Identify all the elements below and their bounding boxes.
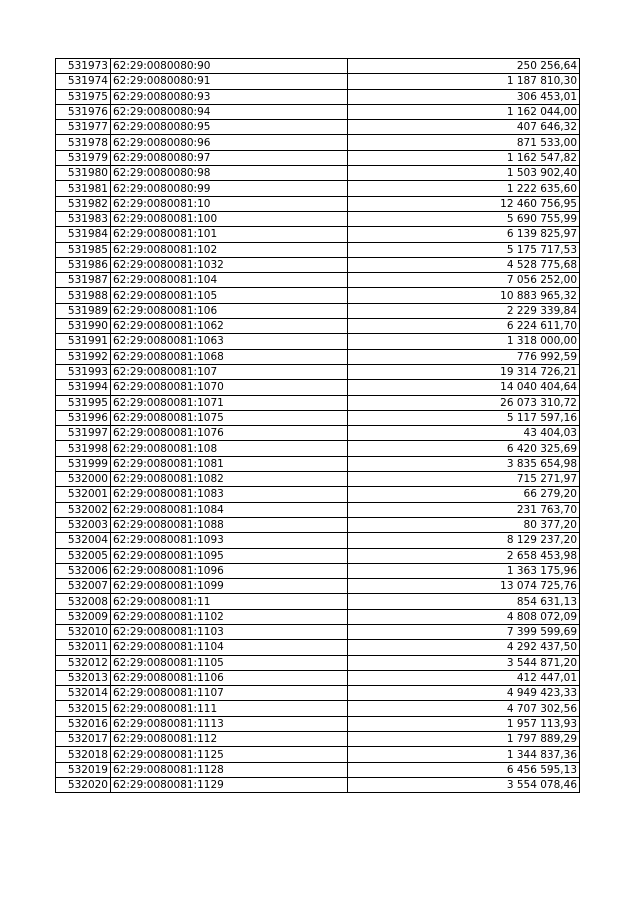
table-row: [56, 349, 580, 364]
table-row: [56, 211, 580, 226]
row-number-cell: 531990: [56, 319, 111, 334]
row-number-cell: 532001: [56, 487, 111, 502]
row-number-cell: 531977: [56, 120, 111, 135]
cadastral-value-cell: 776 992,59: [348, 349, 580, 364]
row-number-cell: 531996: [56, 410, 111, 425]
cadastral-number-cell: 62:29:0080080:93: [111, 89, 348, 104]
row-number-cell: 531997: [56, 426, 111, 441]
row-number-cell: 531995: [56, 395, 111, 410]
cadastral-number-cell: 62:29:0080081:105: [111, 288, 348, 303]
cadastral-value-cell: 43 404,03: [348, 426, 580, 441]
row-number-cell: 532017: [56, 732, 111, 747]
cadastral-value-cell: 412 447,01: [348, 670, 580, 685]
table-row: [56, 104, 580, 119]
cadastral-value-cell: 2 658 453,98: [348, 548, 580, 563]
cadastral-value-cell: 4 808 072,09: [348, 609, 580, 624]
row-number-cell: 531989: [56, 303, 111, 318]
cadastral-value-cell: 1 162 547,82: [348, 150, 580, 165]
cadastral-number-cell: 62:29:0080081:106: [111, 303, 348, 318]
cadastral-number-cell: 62:29:0080081:111: [111, 701, 348, 716]
row-number-cell: 531982: [56, 196, 111, 211]
cadastral-number-cell: 62:29:0080081:1107: [111, 686, 348, 701]
table-row: [56, 716, 580, 731]
row-number-cell: 531976: [56, 104, 111, 119]
row-number-cell: 531983: [56, 211, 111, 226]
row-number-cell: 532014: [56, 686, 111, 701]
table-row: [56, 732, 580, 747]
cadastral-number-cell: 62:29:0080080:95: [111, 120, 348, 135]
cadastral-value-cell: 13 074 725,76: [348, 579, 580, 594]
cadastral-number-cell: 62:29:0080081:102: [111, 242, 348, 257]
cadastral-value-cell: 10 883 965,32: [348, 288, 580, 303]
cadastral-value-cell: 1 318 000,00: [348, 334, 580, 349]
table-row: [56, 288, 580, 303]
cadastral-number-cell: 62:29:0080081:1095: [111, 548, 348, 563]
cadastral-number-cell: 62:29:0080081:10: [111, 196, 348, 211]
table-row: [56, 334, 580, 349]
cadastral-value-cell: 1 187 810,30: [348, 74, 580, 89]
cadastral-value-cell: 1 363 175,96: [348, 563, 580, 578]
cadastral-value-cell: 1 957 113,93: [348, 716, 580, 731]
row-number-cell: 532013: [56, 670, 111, 685]
cadastral-value-cell: 19 314 726,21: [348, 364, 580, 379]
cadastral-number-cell: 62:29:0080081:1076: [111, 426, 348, 441]
row-number-cell: 531992: [56, 349, 111, 364]
cadastral-value-cell: 306 453,01: [348, 89, 580, 104]
cadastral-value-cell: 7 399 599,69: [348, 624, 580, 639]
cadastral-value-cell: 1 503 902,40: [348, 166, 580, 181]
cadastral-number-cell: 62:29:0080081:11: [111, 594, 348, 609]
cadastral-number-cell: 62:29:0080080:98: [111, 166, 348, 181]
cadastral-value-cell: 407 646,32: [348, 120, 580, 135]
cadastral-value-cell: 231 763,70: [348, 502, 580, 517]
cadastral-number-cell: 62:29:0080081:1106: [111, 670, 348, 685]
row-number-cell: 532016: [56, 716, 111, 731]
cadastral-value-cell: 2 229 339,84: [348, 303, 580, 318]
table-row: [56, 150, 580, 165]
cadastral-number-cell: 62:29:0080081:1062: [111, 319, 348, 334]
cadastral-value-cell: 854 631,13: [348, 594, 580, 609]
table-row: [56, 701, 580, 716]
table-row: [56, 181, 580, 196]
row-number-cell: 531973: [56, 59, 111, 74]
table-row: [56, 89, 580, 104]
cadastral-number-cell: 62:29:0080081:1083: [111, 487, 348, 502]
cadastral-value-cell: 4 292 437,50: [348, 640, 580, 655]
row-number-cell: 532004: [56, 533, 111, 548]
row-number-cell: 531980: [56, 166, 111, 181]
row-number-cell: 532012: [56, 655, 111, 670]
table-row: [56, 624, 580, 639]
cadastral-number-cell: 62:29:0080081:1084: [111, 502, 348, 517]
table-row: [56, 640, 580, 655]
table-row: [56, 441, 580, 456]
table-row: [56, 59, 580, 74]
table-row: [56, 655, 580, 670]
cadastral-number-cell: 62:29:0080081:1068: [111, 349, 348, 364]
cadastral-number-cell: 62:29:0080081:1063: [111, 334, 348, 349]
cadastral-number-cell: 62:29:0080081:1096: [111, 563, 348, 578]
cadastral-value-table: [55, 58, 580, 793]
cadastral-value-cell: 4 707 302,56: [348, 701, 580, 716]
cadastral-value-cell: 715 271,97: [348, 472, 580, 487]
cadastral-value-cell: 250 256,64: [348, 59, 580, 74]
cadastral-number-cell: 62:29:0080081:112: [111, 732, 348, 747]
cadastral-number-cell: 62:29:0080081:1104: [111, 640, 348, 655]
row-number-cell: 532000: [56, 472, 111, 487]
cadastral-value-cell: 6 456 595,13: [348, 762, 580, 777]
cadastral-value-cell: 8 129 237,20: [348, 533, 580, 548]
table-row: [56, 762, 580, 777]
table-row: [56, 257, 580, 272]
cadastral-value-cell: 5 117 597,16: [348, 410, 580, 425]
cadastral-number-cell: 62:29:0080080:96: [111, 135, 348, 150]
cadastral-value-cell: 3 544 871,20: [348, 655, 580, 670]
row-number-cell: 531993: [56, 364, 111, 379]
cadastral-value-cell: 6 224 611,70: [348, 319, 580, 334]
row-number-cell: 532019: [56, 762, 111, 777]
cadastral-number-cell: 62:29:0080081:1105: [111, 655, 348, 670]
row-number-cell: 531994: [56, 380, 111, 395]
cadastral-number-cell: 62:29:0080081:1075: [111, 410, 348, 425]
row-number-cell: 532009: [56, 609, 111, 624]
table-row: [56, 579, 580, 594]
table-row: [56, 777, 580, 792]
table-row: [56, 609, 580, 624]
row-number-cell: 532011: [56, 640, 111, 655]
table-row: [56, 517, 580, 532]
cadastral-number-cell: 62:29:0080081:104: [111, 273, 348, 288]
cadastral-value-cell: 1 344 837,36: [348, 747, 580, 762]
cadastral-number-cell: 62:29:0080081:1125: [111, 747, 348, 762]
row-number-cell: 531986: [56, 257, 111, 272]
table-row: [56, 533, 580, 548]
cadastral-value-cell: 871 533,00: [348, 135, 580, 150]
row-number-cell: 531974: [56, 74, 111, 89]
cadastral-value-cell: 1 797 889,29: [348, 732, 580, 747]
cadastral-number-cell: 62:29:0080081:100: [111, 211, 348, 226]
cadastral-number-cell: 62:29:0080081:1128: [111, 762, 348, 777]
cadastral-value-cell: 6 420 325,69: [348, 441, 580, 456]
row-number-cell: 532002: [56, 502, 111, 517]
cadastral-number-cell: 62:29:0080080:97: [111, 150, 348, 165]
row-number-cell: 531999: [56, 456, 111, 471]
cadastral-value-cell: 7 056 252,00: [348, 273, 580, 288]
table-row: [56, 319, 580, 334]
table-row: [56, 426, 580, 441]
table-row: [56, 196, 580, 211]
cadastral-number-cell: 62:29:0080081:1081: [111, 456, 348, 471]
cadastral-value-cell: 3 835 654,98: [348, 456, 580, 471]
table-row: [56, 120, 580, 135]
row-number-cell: 532008: [56, 594, 111, 609]
cadastral-number-cell: 62:29:0080081:1103: [111, 624, 348, 639]
table-row: [56, 686, 580, 701]
cadastral-number-cell: 62:29:0080081:1102: [111, 609, 348, 624]
table-row: [56, 227, 580, 242]
row-number-cell: 532010: [56, 624, 111, 639]
cadastral-number-cell: 62:29:0080081:1070: [111, 380, 348, 395]
cadastral-value-cell: 5 690 755,99: [348, 211, 580, 226]
table-row: [56, 166, 580, 181]
table-row: [56, 456, 580, 471]
cadastral-number-cell: 62:29:0080081:107: [111, 364, 348, 379]
cadastral-value-cell: 80 377,20: [348, 517, 580, 532]
row-number-cell: 532007: [56, 579, 111, 594]
table-row: [56, 364, 580, 379]
table-row: [56, 548, 580, 563]
row-number-cell: 531991: [56, 334, 111, 349]
row-number-cell: 531987: [56, 273, 111, 288]
cadastral-number-cell: 62:29:0080081:1113: [111, 716, 348, 731]
cadastral-value-cell: 26 073 310,72: [348, 395, 580, 410]
table-row: [56, 242, 580, 257]
cadastral-value-cell: 4 528 775,68: [348, 257, 580, 272]
row-number-cell: 532015: [56, 701, 111, 716]
cadastral-number-cell: 62:29:0080081:108: [111, 441, 348, 456]
cadastral-number-cell: 62:29:0080081:101: [111, 227, 348, 242]
table-body: [56, 59, 580, 793]
cadastral-number-cell: 62:29:0080080:99: [111, 181, 348, 196]
table-row: [56, 563, 580, 578]
table-row: [56, 395, 580, 410]
cadastral-value-cell: 5 175 717,53: [348, 242, 580, 257]
table-row: [56, 594, 580, 609]
cadastral-number-cell: 62:29:0080081:1082: [111, 472, 348, 487]
row-number-cell: 532020: [56, 777, 111, 792]
row-number-cell: 531988: [56, 288, 111, 303]
row-number-cell: 531978: [56, 135, 111, 150]
table-row: [56, 670, 580, 685]
table-row: [56, 487, 580, 502]
table-row: [56, 303, 580, 318]
row-number-cell: 531998: [56, 441, 111, 456]
table-row: [56, 472, 580, 487]
cadastral-number-cell: 62:29:0080081:1093: [111, 533, 348, 548]
table-row: [56, 502, 580, 517]
cadastral-number-cell: 62:29:0080081:1099: [111, 579, 348, 594]
cadastral-value-cell: 4 949 423,33: [348, 686, 580, 701]
cadastral-value-cell: 1 162 044,00: [348, 104, 580, 119]
cadastral-value-cell: 12 460 756,95: [348, 196, 580, 211]
table-row: [56, 273, 580, 288]
table-row: [56, 74, 580, 89]
table-row: [56, 135, 580, 150]
cadastral-number-cell: 62:29:0080081:1088: [111, 517, 348, 532]
row-number-cell: 531981: [56, 181, 111, 196]
cadastral-number-cell: 62:29:0080081:1129: [111, 777, 348, 792]
cadastral-value-cell: 66 279,20: [348, 487, 580, 502]
row-number-cell: 532003: [56, 517, 111, 532]
row-number-cell: 532006: [56, 563, 111, 578]
row-number-cell: 532005: [56, 548, 111, 563]
cadastral-value-cell: 14 040 404,64: [348, 380, 580, 395]
cadastral-value-cell: 1 222 635,60: [348, 181, 580, 196]
cadastral-number-cell: 62:29:0080081:1032: [111, 257, 348, 272]
row-number-cell: 531984: [56, 227, 111, 242]
cadastral-value-cell: 3 554 078,46: [348, 777, 580, 792]
cadastral-number-cell: 62:29:0080080:91: [111, 74, 348, 89]
table-row: [56, 380, 580, 395]
cadastral-number-cell: 62:29:0080080:94: [111, 104, 348, 119]
table-row: [56, 410, 580, 425]
cadastral-number-cell: 62:29:0080080:90: [111, 59, 348, 74]
table-row: [56, 747, 580, 762]
row-number-cell: 532018: [56, 747, 111, 762]
cadastral-value-cell: 6 139 825,97: [348, 227, 580, 242]
row-number-cell: 531985: [56, 242, 111, 257]
row-number-cell: 531979: [56, 150, 111, 165]
cadastral-number-cell: 62:29:0080081:1071: [111, 395, 348, 410]
row-number-cell: 531975: [56, 89, 111, 104]
